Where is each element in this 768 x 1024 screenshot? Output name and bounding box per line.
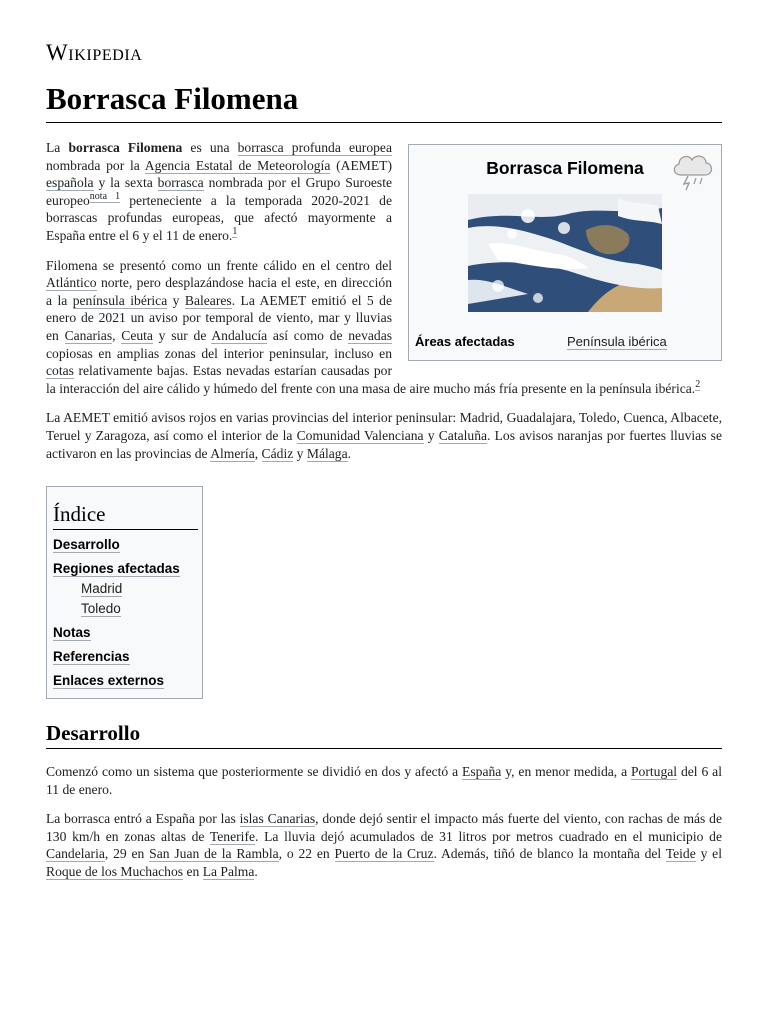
toc-link-notas[interactable]: Notas [53, 625, 91, 641]
link-candelaria[interactable]: Candelaria [46, 846, 105, 862]
text: norte, pero desplazándose hacia el este, en dirección a la [46, 275, 392, 308]
text: La AEMET emitió avisos rojos en varias provincias del interior peninsular: Madrid, Guadalajara, Toledo, Cuenca, Albacete, Teruel y Zaragoza, así como el interior de la [46, 410, 722, 443]
table-of-contents [46, 486, 203, 699]
text: perteneciente a la temporada 2020-2021 de borrascas profundas europeas, que afectó mayormente a España entre el 6 y el 11 de enero. [46, 192, 392, 243]
link-nevadas[interactable]: nevadas [348, 327, 393, 343]
text: copiosas en amplias zonas del interior peninsular, incluso en [46, 345, 392, 361]
toc-link-enlaces-externos[interactable]: Enlaces externos [53, 673, 165, 689]
text: y la sexta [93, 175, 158, 191]
citation-ref [695, 379, 700, 391]
toc-link-madrid[interactable]: Madrid [81, 581, 123, 597]
infobox-row-label: Áreas afectadas [415, 334, 515, 349]
toc-item [53, 672, 202, 690]
link-malaga[interactable]: Málaga [306, 445, 348, 461]
text: La borrasca entró a España por las [46, 811, 240, 827]
text: , 29 en [104, 846, 150, 862]
link-cotas[interactable]: cotas [46, 363, 74, 379]
text: relativamente bajas. Estas nevadas estarían causadas por la interacción del aire cálido y húmedo del frente con una masa de aire mucho más fría presente en la península ibérica. [46, 363, 696, 396]
link-teide[interactable]: Teide [665, 846, 696, 862]
text: Filomena se presentó como un frente cálido en el centro del [46, 257, 392, 273]
link-cadiz[interactable]: Cádiz [261, 445, 294, 461]
link-puerto-de-la-cruz[interactable]: Puerto de la Cruz [334, 846, 434, 862]
toc-link-desarrollo[interactable]: Desarrollo [53, 537, 120, 553]
toc-title: Índice [53, 501, 198, 530]
link-roque-de-los-muchachos[interactable]: Roque de los Muchachos [46, 864, 184, 880]
section-heading-desarrollo: Desarrollo [46, 719, 722, 749]
note-link[interactable]: nota 1 [89, 191, 121, 203]
link-islas-canarias[interactable]: islas Canarias [239, 811, 316, 827]
toc-item [53, 648, 202, 666]
bold-term: borrasca Filomena [68, 140, 183, 155]
link-borrasca[interactable]: borrasca [157, 175, 204, 191]
wikipedia-wordmark[interactable]: Wikipedia [46, 40, 143, 65]
text: , [112, 327, 122, 343]
citation-link[interactable]: 1 [232, 226, 238, 238]
link-peninsula-iberica[interactable]: Península ibérica [567, 334, 667, 349]
text: así como de [267, 327, 349, 343]
text: nombrada por el Grupo Suroeste europeo [46, 175, 393, 208]
text: nombrada por la [46, 157, 145, 173]
text: , [254, 445, 262, 461]
link-portugal[interactable]: Portugal [631, 764, 678, 780]
link-andalucia[interactable]: Andalucía [211, 327, 268, 343]
text: y el [695, 846, 722, 862]
text: . Además, tiñó de blanco la montaña del [433, 846, 666, 862]
link-borrasca-profunda-europea[interactable]: borrasca profunda europea [237, 140, 392, 155]
toc-subitem [81, 580, 202, 598]
text: y, en menor medida, a [501, 764, 631, 780]
link-baleares[interactable]: Baleares [184, 292, 232, 308]
article-content [46, 139, 722, 474]
link-atlantico[interactable]: Atlántico [46, 275, 97, 291]
article-page [46, 0, 722, 881]
toc-item [53, 536, 202, 554]
text: , donde dejó sentir el impacto más fuerte del viento, con rachas de más de 130 km/h en zonas altas de [46, 811, 722, 844]
text: y [167, 292, 185, 308]
text: . [347, 445, 352, 461]
infobox-row-areas [409, 334, 721, 360]
link-espana[interactable]: España [462, 764, 502, 780]
toc-subitem [81, 600, 202, 618]
link-cataluna[interactable]: Cataluña [438, 427, 488, 443]
text: . [254, 864, 258, 880]
text: y [293, 445, 307, 461]
toc-sublist [53, 580, 202, 618]
toc-link-regiones-afectadas[interactable]: Regiones afectadas [53, 561, 180, 577]
link-tenerife[interactable]: Tenerife [209, 828, 256, 844]
toc-list [53, 536, 202, 690]
text: . La lluvia dejó acumulados de 31 litros por metros cuadrado en el municipio de [255, 828, 722, 844]
text: Comenzó como un sistema que posteriormente se dividió en dos y afectó a [46, 764, 463, 780]
section-body-desarrollo [46, 763, 722, 881]
text: , o 22 en [278, 846, 335, 862]
link-ceuta[interactable]: Ceuta [121, 327, 153, 343]
toc-item [53, 560, 202, 618]
text: (AEMET) [330, 157, 392, 173]
text: y sur de [152, 327, 212, 343]
link-peninsula-iberica[interactable]: península ibérica [72, 292, 168, 308]
text: . La AEMET emitió el 5 de enero de 2021 un aviso por temporal de viento, mar y lluvias en [46, 292, 392, 343]
citation-link[interactable]: 2 [695, 379, 701, 391]
infobox [408, 144, 722, 361]
page-title: Borrasca Filomena [46, 80, 722, 123]
text: . Los avisos naranjas por fuertes lluvias se activaron en las provincias de [46, 427, 723, 461]
citation-ref [232, 226, 237, 238]
section-paragraph-2 [46, 810, 722, 880]
link-san-juan-de-la-rambla[interactable]: San Juan de la Rambla [149, 846, 279, 862]
link-espanola[interactable]: española [46, 175, 94, 191]
toc-link-referencias[interactable]: Referencias [53, 649, 130, 665]
text: y [423, 427, 439, 443]
link-almeria[interactable]: Almería [210, 445, 255, 461]
intro-paragraph-3 [46, 409, 722, 462]
text: en [183, 864, 203, 880]
text: La [46, 140, 69, 155]
text: del 6 al 11 de enero. [46, 764, 722, 797]
toc-link-toledo[interactable]: Toledo [81, 601, 121, 617]
link-la-palma[interactable]: La Palma [202, 864, 255, 880]
link-comunidad-valenciana[interactable]: Comunidad Valenciana [296, 427, 424, 443]
section-paragraph-1 [46, 763, 722, 798]
toc-item [53, 624, 202, 642]
text: es una [182, 140, 238, 155]
link-aemet[interactable]: Agencia Estatal de Meteorología [144, 157, 331, 173]
satellite-image[interactable] [468, 194, 662, 312]
note-ref [90, 191, 120, 203]
infobox-row-value [567, 334, 667, 350]
infobox-title: Borrasca Filomena [486, 158, 644, 178]
storm-cloud-icon [669, 149, 715, 191]
link-canarias[interactable]: Canarias [64, 327, 113, 343]
